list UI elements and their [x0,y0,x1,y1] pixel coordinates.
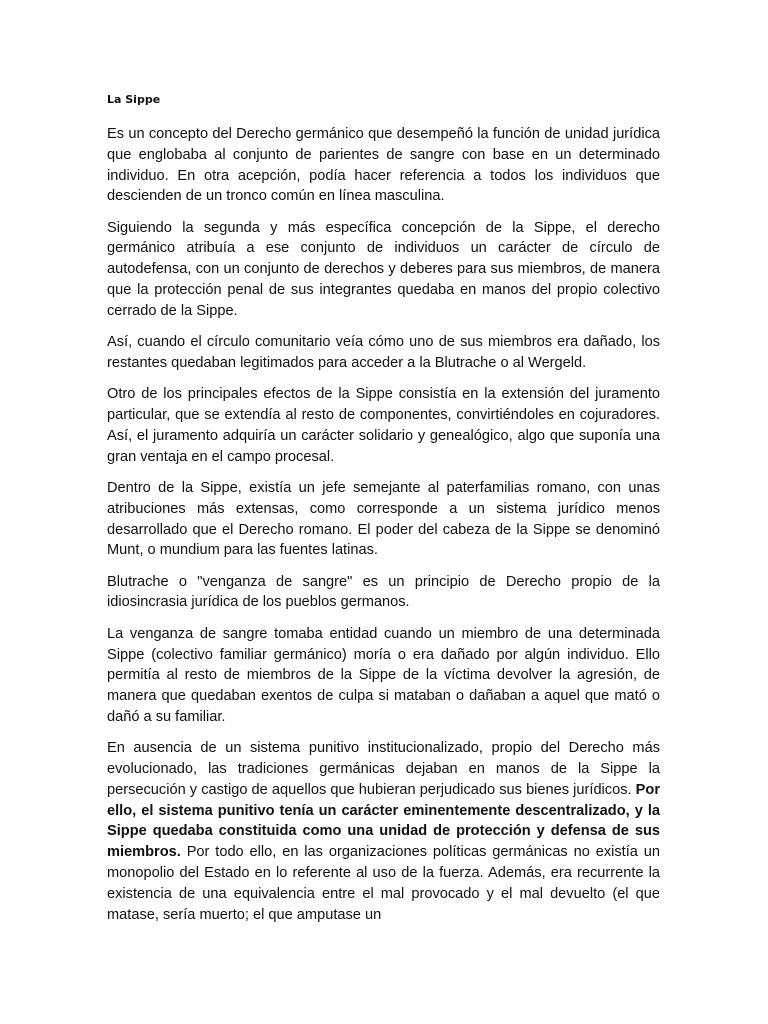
paragraph-punitive-bold-text: Por ello, el sistema punitivo tenía un carácter eminentemente descentralizado, y la Sippe quedaba constituida como una unidad de protección y defensa de sus miembros. [107,781,660,861]
paragraph-blutrache-principle: Blutrache o "venganza de sangre" es un principio de Derecho propio de la idiosincrasia jurídica de los pueblos germanos. [107,573,660,611]
paragraph-oath-extension: Otro de los principales efectos de la Sippe consistía en la extensión del juramento particular, que se extendía al resto de componentes, convirtiéndoles en cojuradores. Así, el juramento adquiría un carácter solidario y genealógico, algo que suponía una gran ventaja en el campo procesal. [107,386,660,465]
paragraph-blood-revenge: La venganza de sangre tomaba entidad cuando un miembro de una determinada Sippe (colectivo familiar germánico) moría o era dañado por algún individuo. Ello permitía al resto de miembros de la Sippe de la víctima devolver la agresión, de manera que quedaban exentos de culpa si mataban o dañaban a aquel que mató o dañó a su familiar. [107,625,660,725]
paragraph-punitive-text-start: En ausencia de un sistema punitivo institucionalizado, propio del Derecho más evolucionado, las tradiciones germánicas dejaban en manos de la Sippe la persecución y castigo de aquellos que hubieran perjudicado sus bienes jurídicos. [107,740,660,798]
paragraph-punitive-text-end: Por todo ello, en las organizaciones políticas germánicas no existía un monopolio del Estado en lo referente al uso de la fuerza. Además, era recurrente la existencia de una equivalencia entre el mal provocado y el mal devuelto (el que matase, sería muerto; el que amputase un [107,844,660,923]
paragraph-self-defense-circle: Siguiendo la segunda y más específica concepción de la Sippe, el derecho germánico atribuía a ese conjunto de individuos un carácter de círculo de autodefensa, con un conjunto de derechos y deberes para sus miembros, de manera que la protección penal de sus integrantes quedaba en manos del propio colectivo cerrado de la Sippe. [107,219,660,319]
document-title: La Sippe [107,93,161,106]
document-page [107,92,660,925]
paragraph-sippe-definition: Es un concepto del Derecho germánico que desempeñó la función de unidad jurídica que englobaba al conjunto de parientes de sangre con base en un determinado individuo. En otra acepción, podía hacer referencia a todos los individuos que descienden de un tronco común en línea masculina. [107,126,660,205]
paragraph-punitive-system [107,738,660,925]
paragraph-blutrache-wergeld: Así, cuando el círculo comunitario veía cómo uno de sus miembros era dañado, los restantes quedaban legitimados para acceder a la Blutrache o al Wergeld. [107,334,660,371]
paragraph-sippe-chief: Dentro de la Sippe, existía un jefe semejante al paterfamilias romano, con unas atribuciones más extensas, como corresponde a un sistema jurídico menos desarrollado que el Derecho romano. El poder del cabeza de la Sippe se denominó Munt, o mundium para las fuentes latinas. [107,479,660,559]
